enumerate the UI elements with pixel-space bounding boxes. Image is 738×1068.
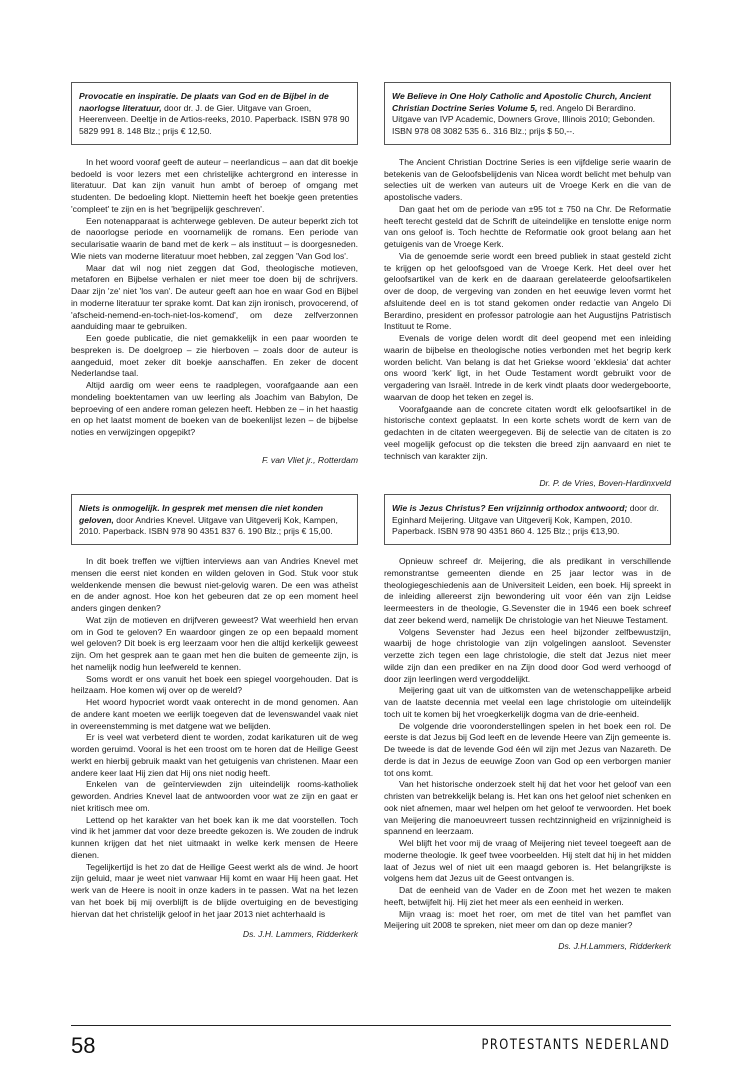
review-paragraph: In dit boek treffen we vijftien interviews aan van Andries Knevel met mensen die eerst niet konden en wilden geloven in God. Stuk voor stuk weldenkende mensen die bewust niet-gelovig waren. De een was atheïst en de ander agnost. Hoe kon het gebeuren dat ze op een moment heel anders gingen denken?	[71, 556, 358, 614]
review-paragraph: Wat zijn de motieven en drijfveren geweest? Wat weerhield hen ervan om in God te geloven? En waardoor gingen ze op een bepaald moment wel geloven? Dit boek is erg leerzaam voor hen die altijd kerkelijk geweest zijn. Om het gesprek aan te gaan met hen die buiten de gemeente zijn, is het namelijk nodig hun leefwereld te kennen.	[71, 614, 358, 672]
review-body	[71, 157, 358, 439]
book-info-box	[71, 494, 358, 545]
page-number: 58	[71, 1033, 96, 1058]
review-paragraph: Voorafgaande aan de concrete citaten wordt elk geloofsartikel in de historische context geplaatst. In een korte schets wordt de kern van de gedachten in de citaten weergegeven. Bij de selectie van de citaten is zo veel mogelijk gefocust op die teksten die breed zijn aanvaard en niet te technisch van karakter zijn.	[384, 403, 671, 461]
review-paragraph: Evenals de vorige delen wordt dit deel geopend met een inleiding waarin de bijbelse en theologische noties verbonden met het begrip kerk worden belicht. Van belang is dat het Griekse woord 'ekklesia' dat achter ons woord 'kerk' ligt, in het Oude Testament wordt gebruikt voor de vergadering van Israël. Intrede in de kerk vindt plaats door wedergeboorte, waarvan de doop het teken en zegel is.	[384, 333, 671, 402]
reviewer-signature: Dr. P. de Vries, Boven-Hardinxveld	[539, 478, 671, 489]
book-info-box	[384, 494, 671, 545]
review-paragraph: Dat de eenheid van de Vader en de Zoon met het wezen te maken heeft, betwijfelt hij. Hij ziet het meer als een eenheid in werken.	[384, 885, 671, 907]
review-niets-is-onmogelijk	[71, 494, 358, 939]
book-title: Provocatie en inspiratie. De plaats van God en de Bijbel in de naorlogse literatuur,	[79, 91, 329, 113]
review-paragraph: Er is veel wat verbeterd dient te worden, zodat karikaturen uit de weg worden geruimd. Vooral is het een troost om te horen dat de Heilige Geest werkt en hierbij gebruik maakt van het getuigenis van christenen. Maar een andere keer laat Hij zien dat Hij ons niet nodig heeft.	[71, 732, 358, 778]
review-paragraph: Via de genoemde serie wordt een breed publiek in staat gesteld zicht te krijgen op het geloofsgoed van de Vroege Kerk. Het deel over het geloofsartikel van de kerk en de daaraan gerelateerde geloofsartikelen over de doop, de vergeving van zonden en het eeuwige leven vormt het afsluitende deel en is tot stand gekomen onder redactie van Angelo Di Berardino, president en professor patrologie aan het Augustijns Patristisch Instituut te Rome.	[384, 250, 671, 332]
review-body	[71, 556, 358, 920]
review-wie-is-jezus	[384, 494, 671, 951]
review-paragraph: Een notenapparaat is achterwege gebleven. De auteur beperkt zich tot de naoorlogse periode en voornamelijk de romans. Een periode van secularisatie waarin de band met de kerk – als instituut – is doorgesneden. Wie niets van moderne literatuur moet hebben, zal zeggen 'Van God los'.	[71, 215, 358, 261]
reviewer-signature: Ds. J.H.Lammers, Ridderkerk	[558, 941, 671, 952]
review-paragraph: Wel blijft het voor mij de vraag of Meijering niet teveel toegeeft aan de moderne theologie. Ik geef twee voorbeelden. Hij stelt dat hij in het midden laat of Jezus wel of niet uit een maagd geboren is. Het belangrijkste is volgens hem dat Jezus uit de Geest ontvangen is.	[384, 838, 671, 884]
review-we-believe	[384, 82, 671, 488]
magazine-name: PROTESTANTS NEDERLAND	[481, 1037, 670, 1053]
review-provocatie	[71, 82, 358, 465]
review-paragraph: Mijn vraag is: moet het roer, om met de titel van het pamflet van Meijering uit 2008 te spreken, niet meer om dan op deze manier?	[384, 908, 671, 931]
review-paragraph: In het woord vooraf geeft de auteur – neerlandicus – aan dat dit boekje bedoeld is voor lezers met een christelijke achtergrond en interesse in literatuur. Dat kan zijn vanuit hun ambt of beroep of omgang met studenten. De bedoeling klopt. Niettemin heeft het boekje geen pretenties 'compleet' te zijn en is het 'begrijpelijk geschreven'.	[71, 156, 358, 214]
reviewer-signature: Ds. J.H. Lammers, Ridderkerk	[242, 929, 358, 940]
review-paragraph: Soms wordt er ons vanuit het boek een spiegel voorgehouden. Dat is heilzaam. Hoe komen wij over op de wereld?	[71, 673, 358, 696]
review-paragraph: Volgens Sevenster had Jezus een heel bijzonder zelfbewustzijn, waarbij de hoge christologie van zijn volgelingen aansloot. Sevenster verzette zich tegen een lage christologie, die stelt dat Jezus niet meer wilde zijn dan een prediker en na Zijn dood door God werd verhoogd of door zijn leerlingen werd vergoddelijkt.	[384, 626, 671, 684]
review-paragraph: Het woord hypocriet wordt vaak onterecht in de mond genomen. Aan de andere kant moeten we eerlijk toegeven dat de levenswandel vaak niet in overeenstemming is met datgene wat we belijden.	[71, 697, 358, 731]
review-paragraph: Tegelijkertijd is het zo dat de Heilige Geest werkt als de wind. Je hoort zijn geluid, maar je weet niet vanwaar Hij komt en waar Hij heen gaat. Het werk van de Heere is nooit in onze kaders in te passen. Wat na het lezen van het boek bij mij overblijft is de blijde overtuiging en de bevestiging hiervan dat het christelijk geloof in het jaar 2013 niet achterhaald is	[71, 861, 358, 919]
book-details: door dr. Eginhard Meijering. Uitgave van Uitgeverij Kok, Kampen, 2010. Paperback. ISBN 978 90 4351 860 4. 125 Blz.; prijs €13,90.	[392, 503, 659, 537]
book-info-box	[71, 82, 358, 145]
review-paragraph: Lettend op het karakter van het boek kan ik me dat voorstellen. Toch vind ik het jammer dat voor deze breedte gekozen is. We zouden de indruk kunnen krijgen dat het niet uitmaakt in welke kerk mensen de Heere dienen.	[71, 814, 358, 860]
review-paragraph: Enkelen van de geïnterviewden zijn uiteindelijk rooms-katholiek geworden. Andries Knevel laat de antwoorden voor wat ze zijn en gaat er niet kritisch mee om.	[71, 779, 358, 813]
review-body	[384, 157, 671, 463]
review-paragraph: Maar dat wil nog niet zeggen dat God, theologische motieven, metaforen en Bijbelse verhalen er niet meer toe doen bij de schrijvers. Daar zijn 'ze' niet 'los van'. De auteur geeft aan hoe en waar God en Bijbel in moderne literatuur ter sprake komt. Dat kan zijn ironisch, provocerend, of 'afscheid-nemend-en-toch-niet-los-komend', om deze zelfverzonnen aanduiding maar te gebruiken.	[71, 262, 358, 332]
book-title: We Believe in One Holy Catholic and Apostolic Church, Ancient Christian Doctrine Series Volume 5,	[392, 91, 651, 113]
book-details: door dr. J. de Gier. Uitgave van Groen, Heerenveen. Deeltje in de Artios-reeks, 2010. Paperback. ISBN 978 90 5829 991 8. 148 Blz.; prijs € 12,50.	[79, 102, 350, 137]
review-paragraph: Een goede publicatie, die niet gemakkelijk in een paar woorden te bespreken is. De doelgroep – zie hierboven – zoals door de auteur is aangeduid, moet zeker dit boekje aanschaffen. En zeker de docent Nederlandse taal.	[71, 333, 358, 379]
review-paragraph: Van het historische onderzoek stelt hij dat het voor het geloof van een christen van betrekkelijk belang is. Het kan ons het geloof niet schenken en ook niet afnemen, maar wel helpen om het geloof te verwoorden. Het boek van Meijering die manoeuvreert tussen rechtzinnigheid en vrijzinnigheid is spannend en leerzaam.	[384, 779, 671, 837]
book-details: red. Angelo Di Berardino. Uitgave van IVP Academic, Downers Grove, Illinois 2010; Gebonden. ISBN 978 08 3082 535 6.. 316 Blz.; prijs $ 50,--.	[392, 102, 656, 137]
review-paragraph: Dan gaat het om de periode van ±95 tot ± 750 na Chr. De Reformatie heeft terecht gesteld dat de Schrift de uiteindelijke en tenslotte enige norm van ons geloof is. Toch hechtte de Reformatie ook groot belang aan het getuigenis van de Vroege Kerk.	[384, 203, 671, 250]
review-paragraph: Meijering gaat uit van de uitkomsten van de wetenschappelijke arbeid van de laatste decennia met veelal een lage christologie om uiteindelijk toch uit te komen bij het vroegkerkelijk dogma van de drie-eenheid.	[384, 685, 671, 719]
review-body	[384, 556, 671, 932]
book-title: Wie is Jezus Christus? Een vrijzinnig orthodox antwoord;	[392, 503, 628, 513]
book-details: door Andries Knevel. Uitgave van Uitgeverij Kok, Kampen, 2010. Paperback. ISBN 978 90 4351 837 6. 190 Blz.; prijs € 15,00.	[79, 514, 338, 537]
review-paragraph: The Ancient Christian Doctrine Series is een vijfdelige serie waarin de betekenis van de Geloofsbelijdenis van Nicea wordt belicht met behulp van selecties uit de werken van auteurs uit de Vroege Kerk en die van de apostolische vaders.	[384, 156, 671, 203]
book-title: Niets is onmogelijk. In gesprek met mensen die niet konden geloven,	[79, 503, 324, 525]
reviewer-signature: F. van Vliet jr., Rotterdam	[262, 454, 358, 465]
review-paragraph: Opnieuw schreef dr. Meijering, die als predikant in verschillende remonstrantse gemeenten diende en 25 jaar lector was in de theologiegeschiedenis aan de Universiteit Leiden, een boek. Hij spreekt in de inleiding allereerst zijn bewondering uit voor één van zijn Leidse leermeesters in de theologie, G.Sevenster die in 1946 een boek schreef dat zeer bekend werd, namelijk De christologie van het Nieuwe Testament.	[384, 556, 671, 625]
book-info-box	[384, 82, 671, 145]
review-paragraph: De volgende drie vooronderstellingen spelen in het boek een rol. De eerste is dat Jezus bij God leeft en de levende Heere van Zijn gemeente is. De tweede is dat de levende God één wil zijn met Jezus van Nazareth. De derde is dat in Jezus de eeuwige Zoon van God op een verborgen manier tot ons komt.	[384, 720, 671, 778]
review-paragraph: Altijd aardig om weer eens te raadplegen, voorafgaande aan een mondeling boektentamen van uw leerling als Joachim van Babylon, De beproeving of een andere roman gelezen heeft. Hebben ze – in het haastig en op het laatst moment de boeken van de boekenlijst lezen – de bijbelse noties en verwijzingen opgepikt?	[71, 380, 358, 438]
footer-divider	[71, 1025, 671, 1026]
